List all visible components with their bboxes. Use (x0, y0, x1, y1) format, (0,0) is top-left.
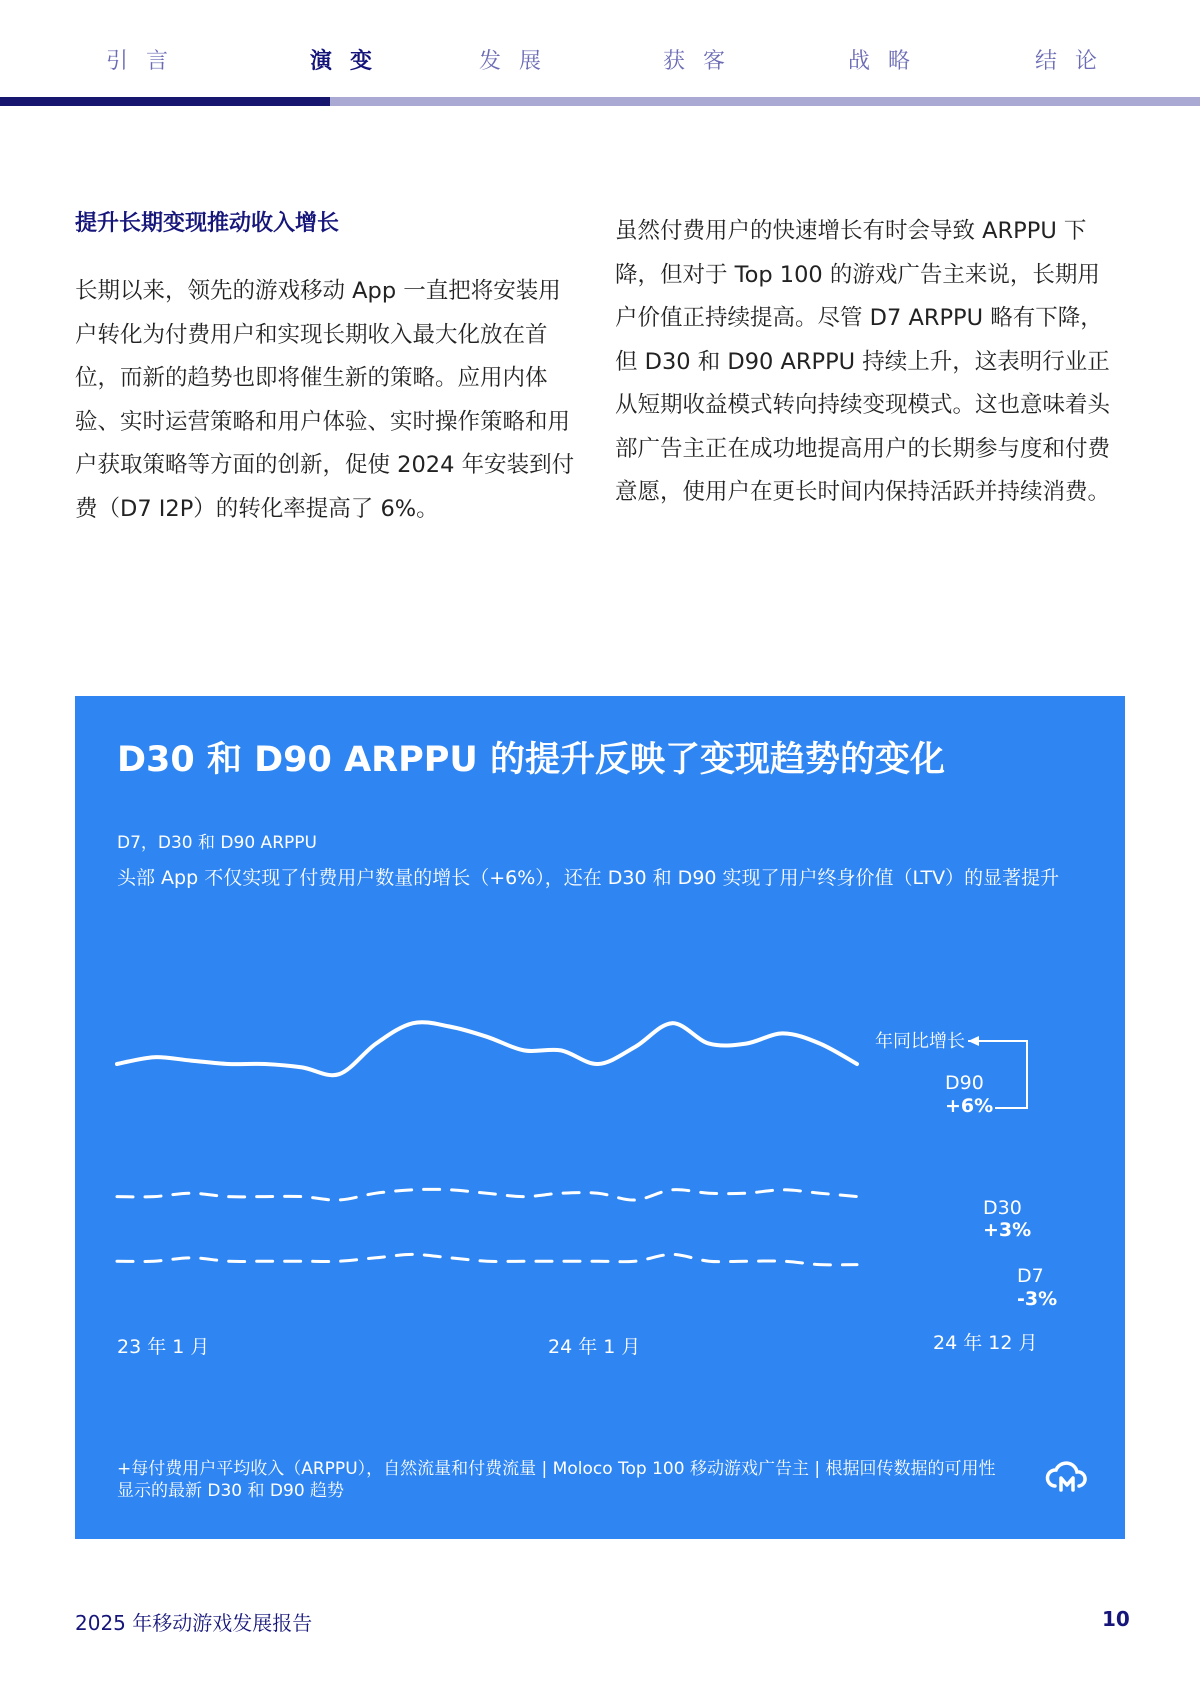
d90-change-label: +6% (945, 1095, 994, 1117)
nav-progress-active (0, 97, 330, 106)
nav-item-intro[interactable]: 引言 (106, 49, 187, 74)
moloco-cloud-logo-icon (1045, 1456, 1089, 1496)
arppu-line-chart (75, 696, 1125, 1456)
nav-item-development[interactable]: 发展 (479, 49, 560, 74)
chart-title: D30 和 D90 ARPPU 的提升反映了变现趋势的变化 (117, 740, 946, 780)
x-tick-label-start: 23 年 1 月 (117, 1336, 210, 1358)
footer-report-title: 2025 年移动游戏发展报告 (75, 1611, 313, 1635)
x-tick-label-end: 24 年 12 月 (933, 1332, 1038, 1354)
section-title: 提升长期变现推动收入增长 (75, 211, 340, 236)
page-number: 10 (1102, 1607, 1130, 1631)
d90-series-label: D90 (945, 1072, 984, 1094)
chart-footnote: +每付费用户平均收入（ARPPU），自然流量和付费流量 | Moloco Top 100 移动游戏广告主 | 根据回传数据的可用性显示的最新 D30 和 D90 趋势 (117, 1459, 996, 1501)
x-tick-label-mid: 24 年 1 月 (548, 1336, 641, 1358)
left-paragraph: 长期以来，领先的游戏移动 App 一直把将安装用户转化为付费用户和实现长期收入最大化放在首位，而新的趋势也即将催生新的策略。应用内体验、实时运营策略和用户体验、实时操作策略和用户获取策略等方面的创新，促使 2024 年安装到付费（D7 I2P）的转化率提高了 6%。 (75, 278, 575, 522)
yoy-bracket-arrow (968, 1036, 979, 1046)
nav-item-evolution[interactable]: 演变 (310, 49, 391, 74)
yoy-annotation: 年同比增长 (875, 1031, 965, 1052)
series-line-d90 (117, 1022, 857, 1075)
d30-change-label: +3% (983, 1219, 1032, 1241)
nav-item-acquisition[interactable]: 获客 (663, 49, 744, 74)
series-line-d7 (117, 1254, 857, 1264)
chart-subtitle: D7，D30 和 D90 ARPPU (117, 833, 317, 853)
nav-item-strategy[interactable]: 战略 (848, 49, 929, 74)
d7-series-label: D7 (1017, 1265, 1044, 1287)
chart-panel (75, 696, 1125, 1539)
d30-series-label: D30 (983, 1197, 1022, 1219)
series-line-d30 (117, 1189, 857, 1200)
right-paragraph: 虽然付费用户的快速增长有时会导致 ARPPU 下降，但对于 Top 100 的游戏广告主来说，长期用户价值正持续提高。尽管 D7 ARPPU 略有下降，但 D30 和 D90 ARPPU 持续上升，这表明行业正从短期收益模式转向持续变现模式。这也意味着头部广告主正在成功地提高用户的长期参与度和付费意愿，使用户在更长时间内保持活跃并持续消费。 (615, 218, 1111, 505)
d7-change-label: -3% (1017, 1288, 1058, 1310)
top-navigation (0, 0, 1200, 100)
nav-item-conclusion[interactable]: 结论 (1035, 49, 1116, 74)
chart-description: 头部 App 不仅实现了付费用户数量的增长（+6%），还在 D30 和 D90 实现了用户终身价值（LTV）的显著提升 (117, 867, 1060, 889)
